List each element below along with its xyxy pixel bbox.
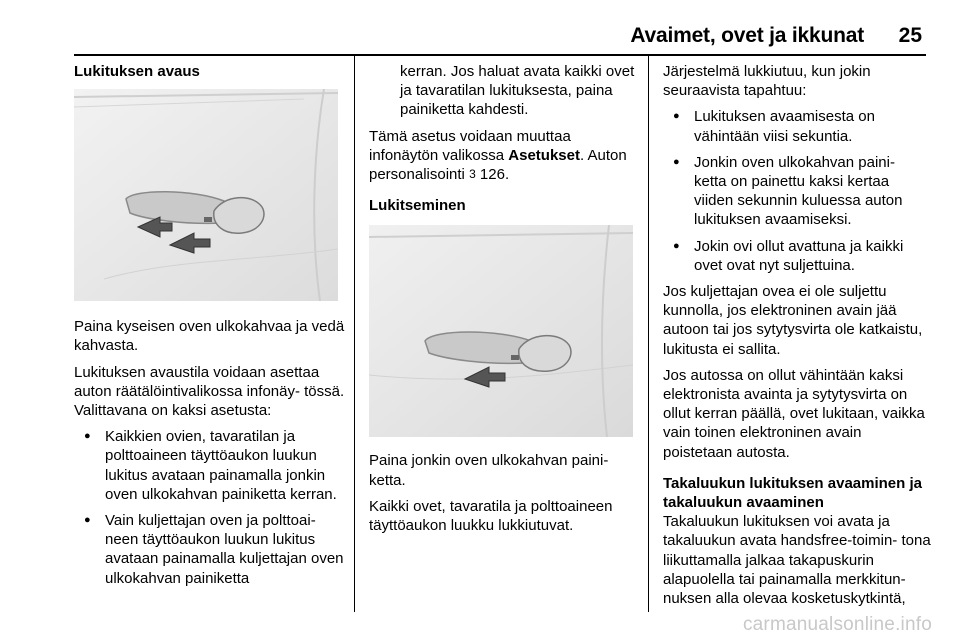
door-handle-lock-illustration [369,225,633,437]
watermark: carmanualsonline.info [742,614,932,635]
header-rule [74,54,926,56]
bullet-list [74,427,349,588]
bullet-list [663,107,931,275]
paragraph: Kaikki ovet, tavaratila ja polttoaineen täyttöaukon luukku lukkiutuvat. [369,497,613,535]
paragraph: Järjestelmä lukkiutuu, kun jokin seuraavista tapahtuu: [663,63,871,100]
section-heading-tailgate: Takaluukun lukituksen avaaminen ja takaluukun avaaminen [663,474,922,512]
column-1 [74,62,349,595]
text: . Auton personalisointi [369,146,627,184]
text: Tämä asetus voidaan muuttaa infonäytön valikossa [369,127,571,164]
section-heading-locking: Lukitseminen [369,197,466,215]
list-item: ● Kaikkien ovien, tavaratilan ja polttoaineen täyttöaukon luukun lukitus avataan painamalla jonkin oven ulkokahvan painiketta kerran. [74,427,349,504]
paragraph: Lukituksen avaustila voidaan asettaa auton räätälöintivalikossa infonäy- tössä. Valittavana on kaksi asetusta: [74,363,345,420]
list-item: ● Jonkin oven ulkokahvan paini- ketta on painettu kaksi kertaa viiden sekunnin kuluessa auton lukituksen avaamiseksi. [663,153,931,230]
section-heading-unlocking: Lukituksen avaus [74,63,200,80]
paragraph: Paina jonkin oven ulkokahvan paini- ketta. [369,452,609,489]
list-item-continuation: kerran. Jos haluat avata kaikki ovet ja tavaratilan lukituksesta, paina painiketta kahdesti. [400,63,635,119]
paragraph [369,127,635,185]
paragraph: Jos autossa on ollut vähintään kaksi elektronista avainta ja sytytysvirta on ollut kerran päällä, ovet lukitaan, vaikka vain toinen elektroninen avain poistetaan autosta. [663,366,925,461]
list-item: ● Lukituksen avaamisesta on vähintään viisi sekuntia. [663,107,931,145]
column-divider [354,56,355,612]
menu-name: Asetukset [508,146,580,164]
chapter-title: Avaimet, ovet ja ikkunat [630,24,864,47]
list-item: ● Jokin ovi ollut avattuna ja kaikki ovet ovat nyt suljettuina. [663,237,931,275]
page-number: 25 [898,24,922,47]
page-reference-icon: 3 [469,167,476,182]
page-reference: 126. [479,166,510,184]
column-divider [648,56,649,612]
paragraph: Takaluukun lukituksen voi avata ja takaluukun avata handsfree-toimin- tona liikuttamalla jalkaa takapuskurin alapuolella tai painamalla merkkitun- nuksen alla olevaa kosketuskytkintä, [663,513,931,608]
column-2 [369,62,635,542]
paragraph: Jos kuljettajan ovea ei ole suljettu kunnolla, jos elektroninen avain jää autoon tai jos sytytysvirta ole katkaistu, lukitusta ei sallita. [663,283,923,358]
door-handle-unlock-illustration [74,89,338,301]
list-item: ● Vain kuljettajan oven ja polttoai- neen täyttöaukon luukun lukitus avataan painamalla kuljettajan oven ulkokahvan painiketta [74,511,349,588]
paragraph: Paina kyseisen oven ulkokahvaa ja vedä kahvasta. [74,318,345,355]
column-3 [663,62,931,615]
